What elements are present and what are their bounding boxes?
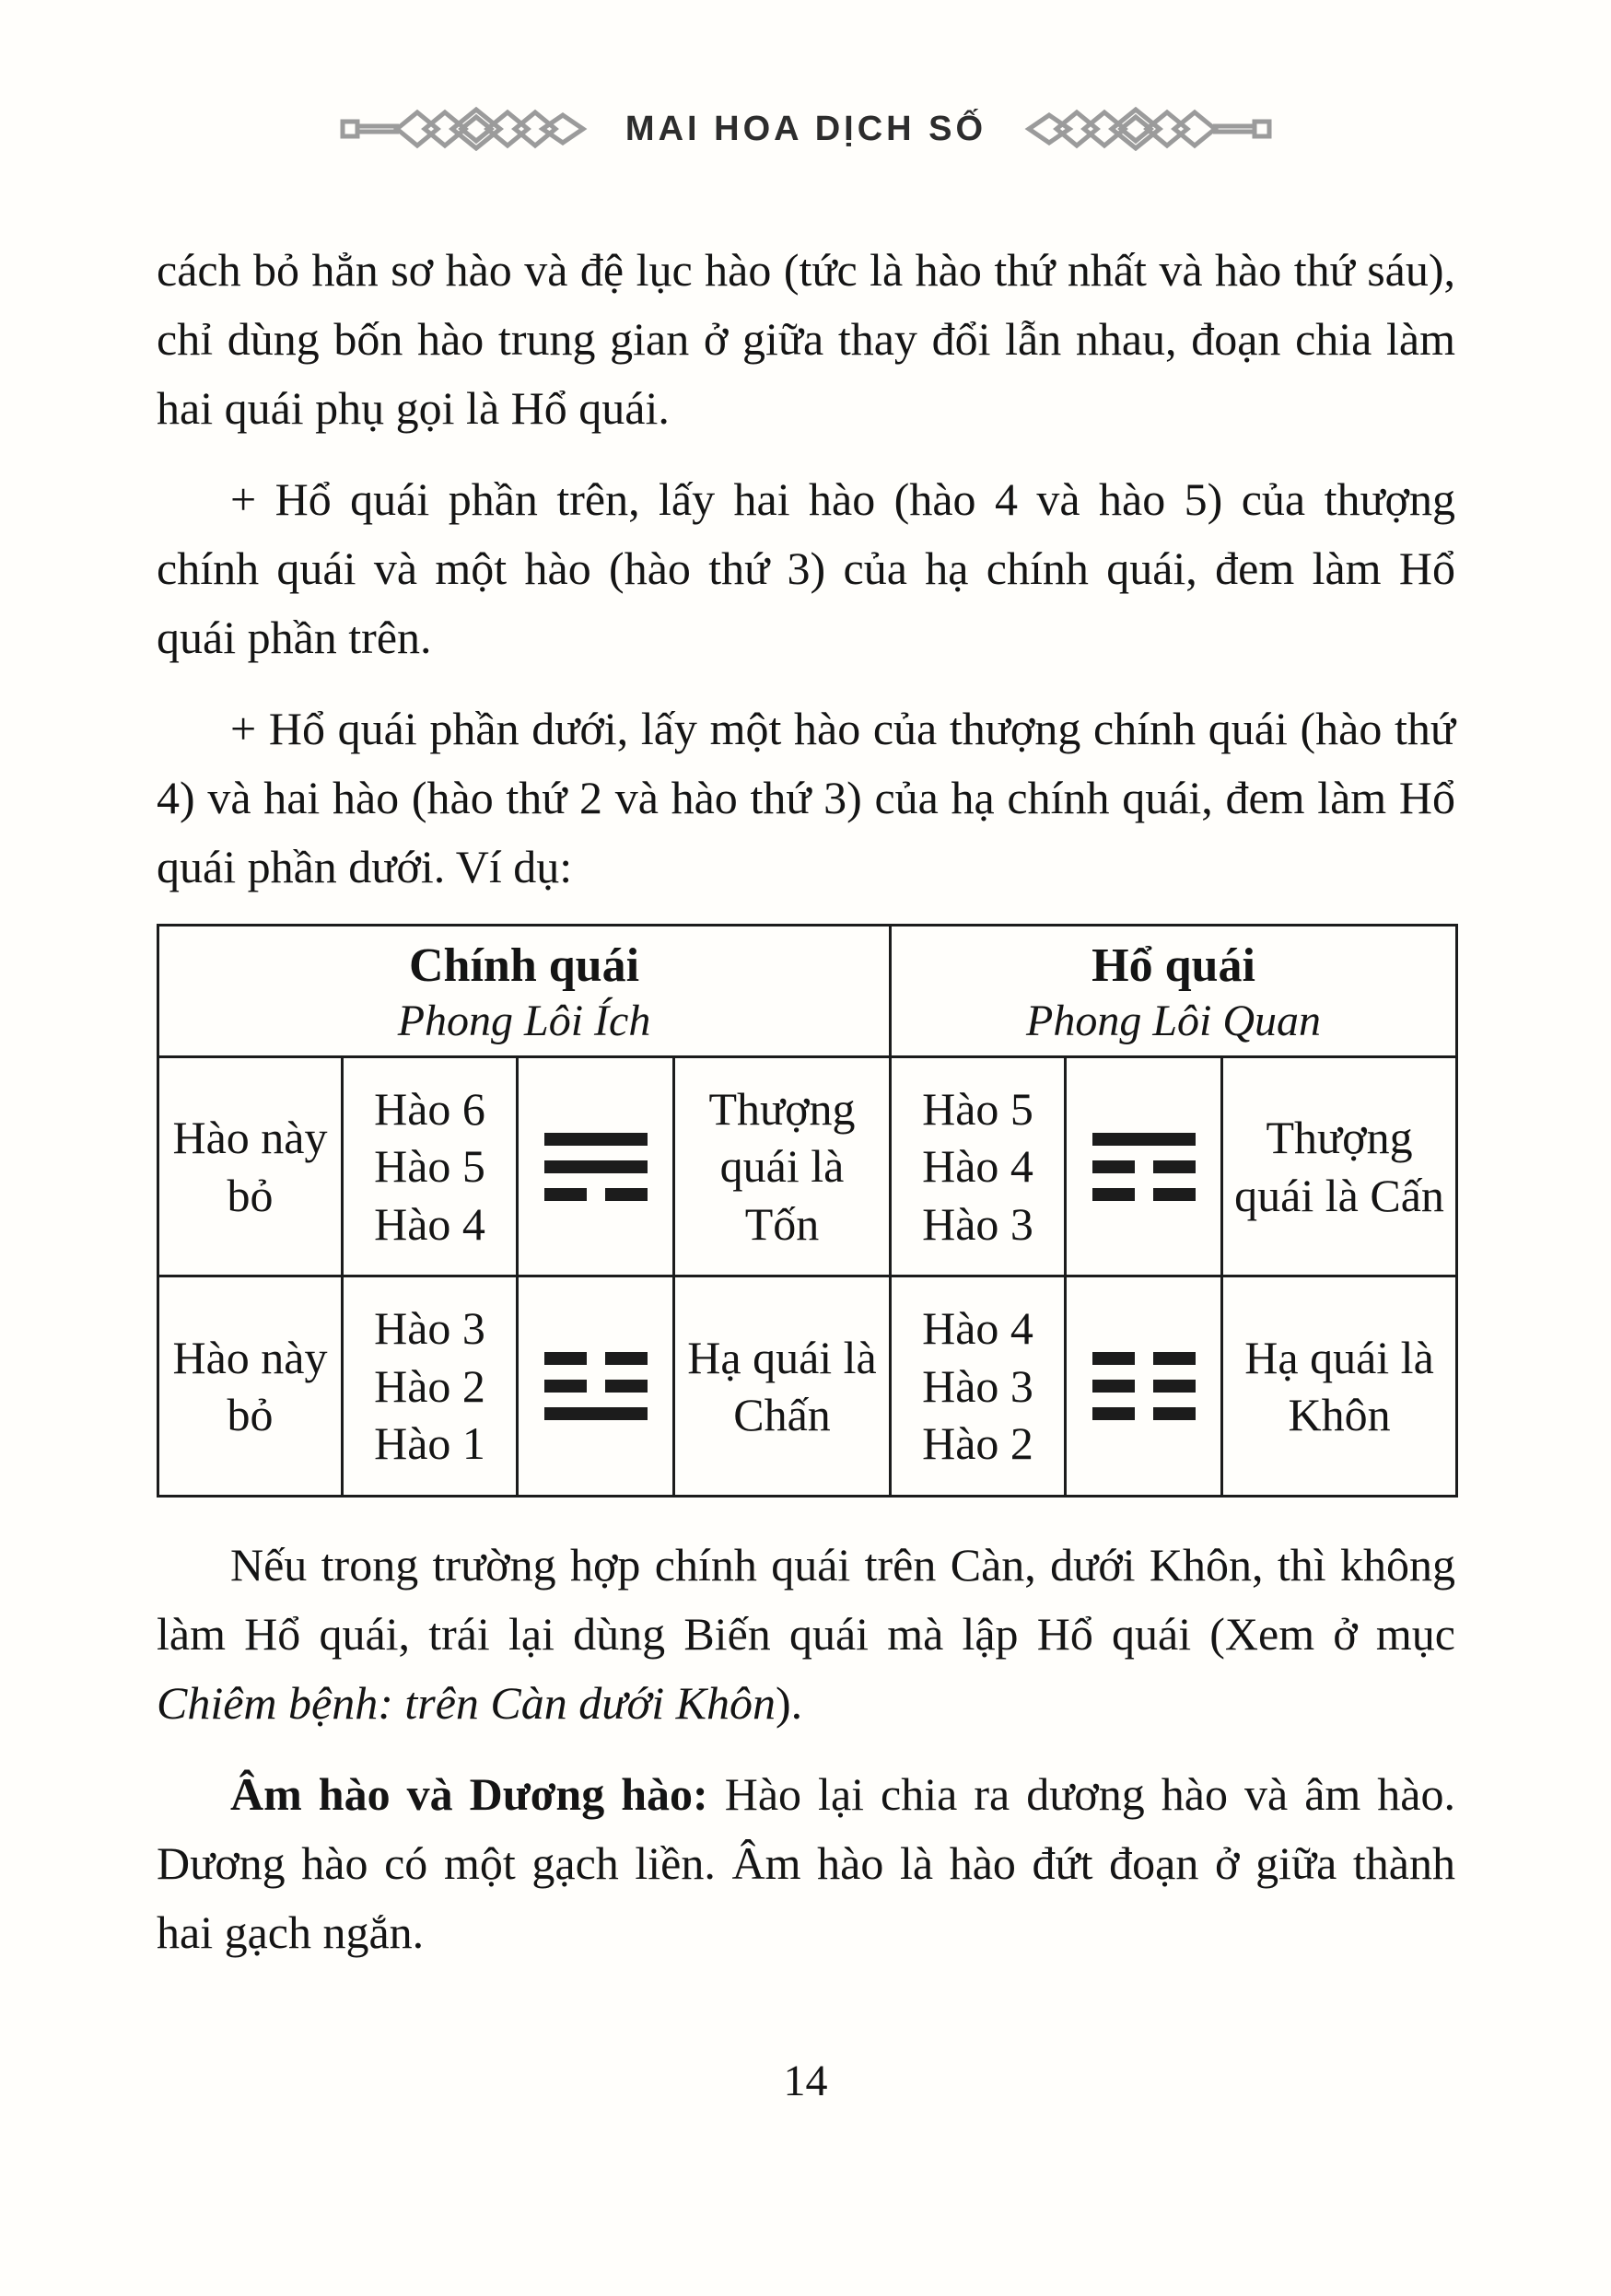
table-row-lower xyxy=(158,1276,1457,1497)
hexagram-table xyxy=(157,924,1458,1498)
hao-line: Hào 2 xyxy=(922,1417,1033,1470)
table-row-upper xyxy=(158,1056,1457,1276)
trigram-cell xyxy=(518,1056,674,1276)
hao-line: Hào 4 xyxy=(922,1140,1033,1193)
hao-line: Hào 2 xyxy=(374,1359,485,1412)
trigram-chan-icon xyxy=(524,1352,667,1420)
page-number: 14 xyxy=(783,2057,828,2105)
hao-list-cell xyxy=(891,1056,1066,1276)
result-cell xyxy=(1222,1276,1457,1497)
trigram-cell xyxy=(1066,1056,1222,1276)
paragraph-5-text: Hào lại chia ra dương hào và âm hào. Dương hào có một gạch liền. Âm hào là hào đứt đoạn ở giữa thành hai gạch ngắn. xyxy=(157,1767,1455,1958)
paragraph-5 xyxy=(157,1760,1455,1967)
paragraph-4-text: Nếu trong trường hợp chính quái trên Càn, dưới Khôn, thì không làm Hổ quái, trái lại dùng Biến quái mà lập Hổ quái (Xem ở mục xyxy=(157,1538,1455,1660)
row-label: Hào này bỏ xyxy=(172,1112,328,1221)
result-text: Hạ quái là Khôn xyxy=(1244,1331,1434,1441)
hao-line: Hào 1 xyxy=(374,1417,485,1470)
result-cell xyxy=(674,1276,891,1497)
hao-line: Hào 4 xyxy=(374,1197,485,1250)
ho-quai-subtitle: Phong Lôi Quan xyxy=(1026,996,1322,1046)
trigram-ton-icon xyxy=(524,1133,667,1201)
chinh-quai-subtitle: Phong Lôi Ích xyxy=(397,996,651,1046)
page-title: MAI HOA DỊCH SỐ xyxy=(625,109,987,148)
hao-line: Hào 5 xyxy=(374,1140,485,1193)
ornament-right-icon xyxy=(1023,107,1274,151)
hao-line: Hào 4 xyxy=(922,1302,1033,1355)
paragraph-4 xyxy=(157,1531,1455,1738)
hao-line: Hào 6 xyxy=(374,1082,485,1135)
trigram-cell xyxy=(1066,1276,1222,1497)
ornament-left-icon xyxy=(338,107,589,151)
result-cell xyxy=(1222,1056,1457,1276)
result-text: Thượng quái là Cấn xyxy=(1234,1112,1444,1221)
paragraph-2: + Hổ quái phần trên, lấy hai hào (hào 4 và hào 5) của thượng chính quái và một hào (hào thứ 3) của hạ chính quái, đem làm Hổ quái phần trên. xyxy=(157,473,1455,663)
content xyxy=(157,0,1455,1989)
page-header xyxy=(157,107,1455,151)
trigram-khon-icon xyxy=(1072,1352,1215,1420)
hao-list-cell xyxy=(343,1276,518,1497)
header-ho-quai xyxy=(891,926,1457,1057)
result-cell xyxy=(674,1056,891,1276)
result-text: Hạ quái là Chấn xyxy=(687,1331,877,1441)
hao-line: Hào 3 xyxy=(922,1359,1033,1412)
trigram-can-icon xyxy=(1072,1133,1215,1201)
hao-line: Hào 3 xyxy=(374,1302,485,1355)
paragraph-1: cách bỏ hẳn sơ hào và đệ lục hào (tức là hào thứ nhất và hào thứ sáu), chỉ dùng bốn hào trung gian ở giữa thay đổi lẫn nhau, đoạn chia làm hai quái phụ gọi là Hổ quái. xyxy=(157,244,1455,434)
paragraph-4-text-end: ). xyxy=(775,1676,803,1729)
hao-list-cell xyxy=(343,1056,518,1276)
hao-list-cell xyxy=(891,1276,1066,1497)
paragraph-3: + Hổ quái phần dưới, lấy một hào của thượng chính quái (hào thứ 4) và hai hào (hào thứ 2 và hào thứ 3) của hạ chính quái, đem làm Hổ quái phần dưới. Ví dụ: xyxy=(157,703,1455,892)
row-label: Hào này bỏ xyxy=(172,1331,328,1441)
paragraph-5-lead: Âm hào và Dương hào: xyxy=(230,1767,708,1820)
table-header-row xyxy=(158,926,1457,1057)
row-label-cell xyxy=(158,1276,343,1497)
row-label-cell xyxy=(158,1056,343,1276)
hao-line: Hào 5 xyxy=(922,1082,1033,1135)
chinh-quai-title: Chính quái xyxy=(408,939,640,992)
result-text: Thượng quái là Tốn xyxy=(708,1082,856,1250)
header-chinh-quai xyxy=(158,926,891,1057)
hao-line: Hào 3 xyxy=(922,1197,1033,1250)
ho-quai-title: Hổ quái xyxy=(1092,939,1255,992)
trigram-cell xyxy=(518,1276,674,1497)
paragraph-4-italic: Chiêm bệnh: trên Càn dưới Khôn xyxy=(157,1676,776,1729)
body-text xyxy=(157,236,1455,1967)
